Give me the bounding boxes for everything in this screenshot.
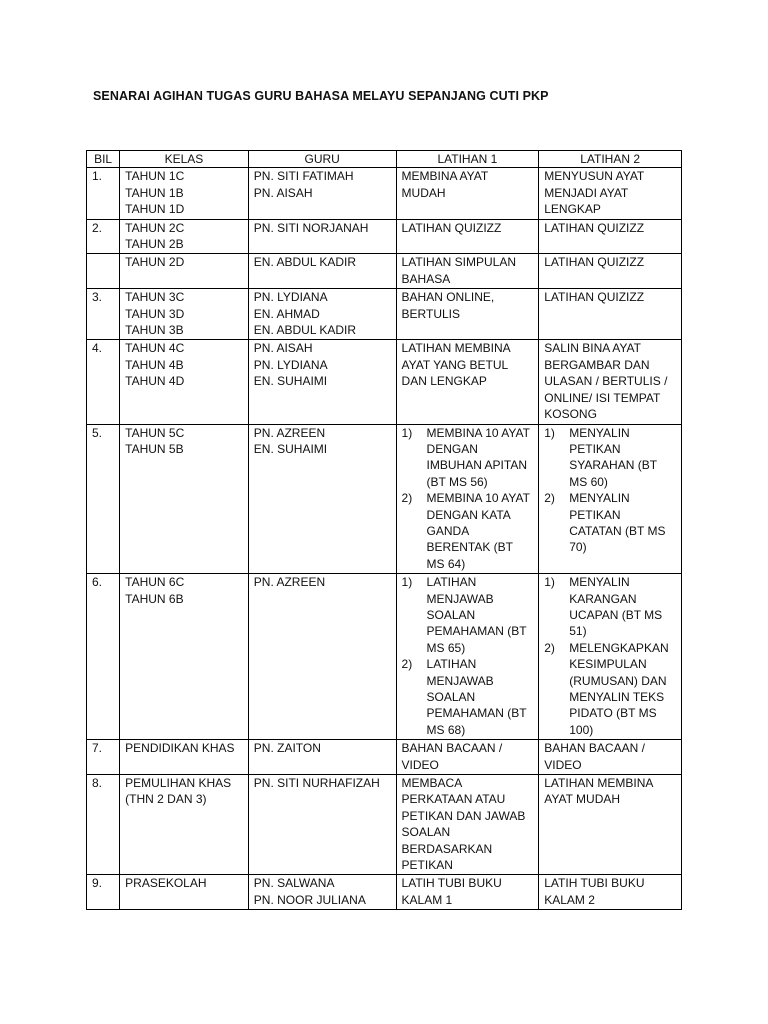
cell-latihan-2 xyxy=(539,289,682,340)
cell-bil: 8. xyxy=(87,775,120,875)
exercise-list xyxy=(402,574,534,738)
item-number: 1) xyxy=(401,575,413,590)
cell-latihan-2 xyxy=(539,574,682,740)
cell-latihan-2 xyxy=(539,775,682,875)
exercise-text: LATIH TUBI BUKU KALAM 2 xyxy=(544,876,645,907)
item-text: MEMBINA 10 AYAT DENGAN KATA GANDA BERENTAK (BT MS 64) xyxy=(426,491,530,571)
exercise-item xyxy=(544,490,676,556)
kelas-entry: TAHUN 1D xyxy=(125,202,185,217)
kelas-entry: TAHUN 4B xyxy=(125,357,184,372)
cell-kelas xyxy=(120,340,249,424)
header-bil: BIL xyxy=(87,151,120,168)
table-header-row xyxy=(87,151,682,168)
guru-entry: EN. ABDUL KADIR xyxy=(253,323,357,338)
exercise-text: LATIHAN QUIZIZZ xyxy=(544,290,645,305)
cell-guru xyxy=(248,424,396,574)
exercise-text: LATIHAN QUIZIZZ xyxy=(401,220,502,235)
header-latihan-1: LATIHAN 1 xyxy=(396,151,539,168)
cell-latihan-2 xyxy=(539,424,682,574)
guru-entry: PN. AISAH xyxy=(253,185,313,200)
exercise-text: MEMBINA AYAT MUDAH xyxy=(401,169,488,200)
item-number: 1) xyxy=(544,425,555,440)
kelas-entry: TAHUN 5B xyxy=(125,441,184,456)
table-row xyxy=(87,289,682,340)
cell-latihan-2 xyxy=(539,340,682,424)
exercise-list xyxy=(402,425,534,573)
guru-entry: PN. SALWANA xyxy=(253,876,335,891)
cell-latihan-1 xyxy=(396,289,539,340)
guru-entry: PN. LYDIANA xyxy=(253,357,328,372)
cell-latihan-1 xyxy=(396,740,539,775)
cell-kelas xyxy=(120,219,249,254)
table-row xyxy=(87,219,682,254)
table-row xyxy=(87,875,682,910)
exercise-text: MENYUSUN AYAT MENJADI AYAT LENGKAP xyxy=(544,169,645,217)
cell-kelas xyxy=(120,875,249,910)
cell-latihan-2 xyxy=(539,875,682,910)
exercise-item xyxy=(544,640,676,738)
cell-latihan-2 xyxy=(539,254,682,289)
kelas-entry: (THN 2 DAN 3) xyxy=(125,792,207,807)
cell-guru xyxy=(248,289,396,340)
cell-guru xyxy=(248,574,396,740)
item-number: 2) xyxy=(401,657,413,672)
header-latihan-2: LATIHAN 2 xyxy=(539,151,682,168)
guru-entry: PN. SITI NORJANAH xyxy=(253,220,369,235)
cell-bil: 4. xyxy=(87,340,120,424)
item-number: 2) xyxy=(544,491,555,506)
guru-entry: PN. ZAITON xyxy=(253,741,321,756)
kelas-entry: TAHUN 1B xyxy=(125,185,184,200)
kelas-entry: PENDIDIKAN KHAS xyxy=(125,741,235,756)
guru-entry: PN. SITI NURHAFIZAH xyxy=(253,776,380,791)
kelas-entry: TAHUN 3C xyxy=(125,290,185,305)
cell-guru xyxy=(248,340,396,424)
guru-entry: PN. AISAH xyxy=(253,341,313,356)
exercise-item xyxy=(544,574,676,640)
exercise-item xyxy=(402,490,534,572)
cell-guru xyxy=(248,740,396,775)
item-number: 1) xyxy=(544,575,555,590)
item-text: MENYALIN PETIKAN SYARAHAN (BT MS 60) xyxy=(569,425,657,489)
guru-entry: EN. ABDUL KADIR xyxy=(253,255,357,270)
cell-latihan-1 xyxy=(396,775,539,875)
cell-latihan-2 xyxy=(539,219,682,254)
cell-latihan-1 xyxy=(396,254,539,289)
exercise-item xyxy=(402,425,534,491)
exercise-text: BAHAN BACAAN / VIDEO xyxy=(544,741,645,772)
cell-kelas xyxy=(120,424,249,574)
guru-entry: EN. SUHAIMI xyxy=(253,374,328,389)
table-row xyxy=(87,254,682,289)
exercise-item xyxy=(544,425,676,491)
cell-guru xyxy=(248,875,396,910)
guru-entry: PN. LYDIANA xyxy=(253,290,328,305)
cell-bil: 5. xyxy=(87,424,120,574)
item-number: 2) xyxy=(401,491,413,506)
exercise-text: LATIHAN QUIZIZZ xyxy=(544,220,645,235)
exercise-text: MEMBACA PERKATAAN ATAU PETIKAN DAN JAWAB SOALAN BERDASARKAN PETIKAN xyxy=(401,776,526,873)
assignment-table xyxy=(86,150,682,910)
exercise-list xyxy=(544,574,676,738)
exercise-text: LATIHAN MEMBINA AYAT YANG BETUL DAN LENGKAP xyxy=(401,341,510,389)
cell-latihan-1 xyxy=(396,875,539,910)
kelas-entry: TAHUN 5C xyxy=(125,425,185,440)
exercise-list xyxy=(544,425,676,556)
item-text: LATIHAN MENJAWAB SOALAN PEMAHAMAN (BT MS 65) xyxy=(426,575,527,655)
cell-latihan-1 xyxy=(396,574,539,740)
exercise-item xyxy=(402,574,534,656)
cell-latihan-1 xyxy=(396,168,539,219)
table-row xyxy=(87,574,682,740)
cell-bil: 3. xyxy=(87,289,120,340)
cell-kelas xyxy=(120,254,249,289)
kelas-entry: TAHUN 6C xyxy=(125,575,185,590)
cell-latihan-1 xyxy=(396,424,539,574)
cell-guru xyxy=(248,775,396,875)
kelas-entry: PRASEKOLAH xyxy=(125,876,207,891)
exercise-text: BAHAN ONLINE, BERTULIS xyxy=(401,290,495,321)
item-text: MENYALIN PETIKAN CATATAN (BT MS 70) xyxy=(569,491,666,555)
item-number: 1) xyxy=(401,425,413,440)
header-kelas: KELAS xyxy=(120,151,249,168)
item-text: MEMBINA 10 AYAT DENGAN IMBUHAN APITAN (BT MS 56) xyxy=(426,425,530,489)
cell-latihan-2 xyxy=(539,168,682,219)
kelas-entry: TAHUN 4D xyxy=(125,374,185,389)
guru-entry: EN. AHMAD xyxy=(253,306,320,321)
kelas-entry: TAHUN 2D xyxy=(125,255,185,270)
item-number: 2) xyxy=(544,640,555,655)
cell-guru xyxy=(248,254,396,289)
guru-entry: EN. SUHAIMI xyxy=(253,441,328,456)
exercise-text: LATIHAN MEMBINA AYAT MUDAH xyxy=(544,776,653,807)
exercise-text: SALIN BINA AYAT BERGAMBAR DAN ULASAN / BERTULIS / ONLINE/ ISI TEMPAT KOSONG xyxy=(544,341,668,422)
table-body xyxy=(87,168,682,910)
cell-kelas xyxy=(120,289,249,340)
item-text: MENYALIN KARANGAN UCAPAN (BT MS 51) xyxy=(569,575,663,639)
kelas-entry: TAHUN 6B xyxy=(125,591,184,606)
table-row xyxy=(87,740,682,775)
table-row xyxy=(87,168,682,219)
cell-guru xyxy=(248,219,396,254)
page-title: SENARAI AGIHAN TUGAS GURU BAHASA MELAYU SEPANJANG CUTI PKP xyxy=(93,89,549,103)
cell-latihan-1 xyxy=(396,219,539,254)
cell-kelas xyxy=(120,574,249,740)
guru-entry: PN. SITI FATIMAH xyxy=(253,169,354,184)
cell-kelas xyxy=(120,775,249,875)
cell-guru xyxy=(248,168,396,219)
cell-bil: 2. xyxy=(87,219,120,254)
cell-kelas xyxy=(120,740,249,775)
header-guru: GURU xyxy=(248,151,396,168)
kelas-entry: TAHUN 2B xyxy=(125,237,184,252)
kelas-entry: TAHUN 3B xyxy=(125,323,184,338)
exercise-text: LATIHAN SIMPULAN BAHASA xyxy=(401,255,516,286)
kelas-entry: TAHUN 1C xyxy=(125,169,185,184)
guru-entry: PN. AZREEN xyxy=(253,425,326,440)
item-text: LATIHAN MENJAWAB SOALAN PEMAHAMAN (BT MS 68) xyxy=(426,657,527,737)
cell-bil xyxy=(87,254,120,289)
guru-entry: PN. AZREEN xyxy=(253,575,326,590)
exercise-text: LATIHAN QUIZIZZ xyxy=(544,255,645,270)
table-row xyxy=(87,340,682,424)
kelas-entry: TAHUN 2C xyxy=(125,220,185,235)
cell-bil: 9. xyxy=(87,875,120,910)
cell-bil: 7. xyxy=(87,740,120,775)
item-text: MELENGKAPKAN KESIMPULAN (RUMUSAN) DAN MENYALIN TEKS PIDATO (BT MS 100) xyxy=(569,640,669,737)
cell-kelas xyxy=(120,168,249,219)
exercise-text: BAHAN BACAAN / VIDEO xyxy=(401,741,503,772)
kelas-entry: TAHUN 4C xyxy=(125,341,185,356)
cell-latihan-2 xyxy=(539,740,682,775)
table-row xyxy=(87,775,682,875)
guru-entry: PN. NOOR JULIANA xyxy=(253,892,366,907)
kelas-entry: PEMULIHAN KHAS xyxy=(125,776,232,791)
cell-latihan-1 xyxy=(396,340,539,424)
exercise-item xyxy=(402,656,534,738)
kelas-entry: TAHUN 3D xyxy=(125,306,185,321)
cell-bil: 1. xyxy=(87,168,120,219)
exercise-text: LATIH TUBI BUKU KALAM 1 xyxy=(401,876,502,907)
table-row xyxy=(87,424,682,574)
cell-bil: 6. xyxy=(87,574,120,740)
